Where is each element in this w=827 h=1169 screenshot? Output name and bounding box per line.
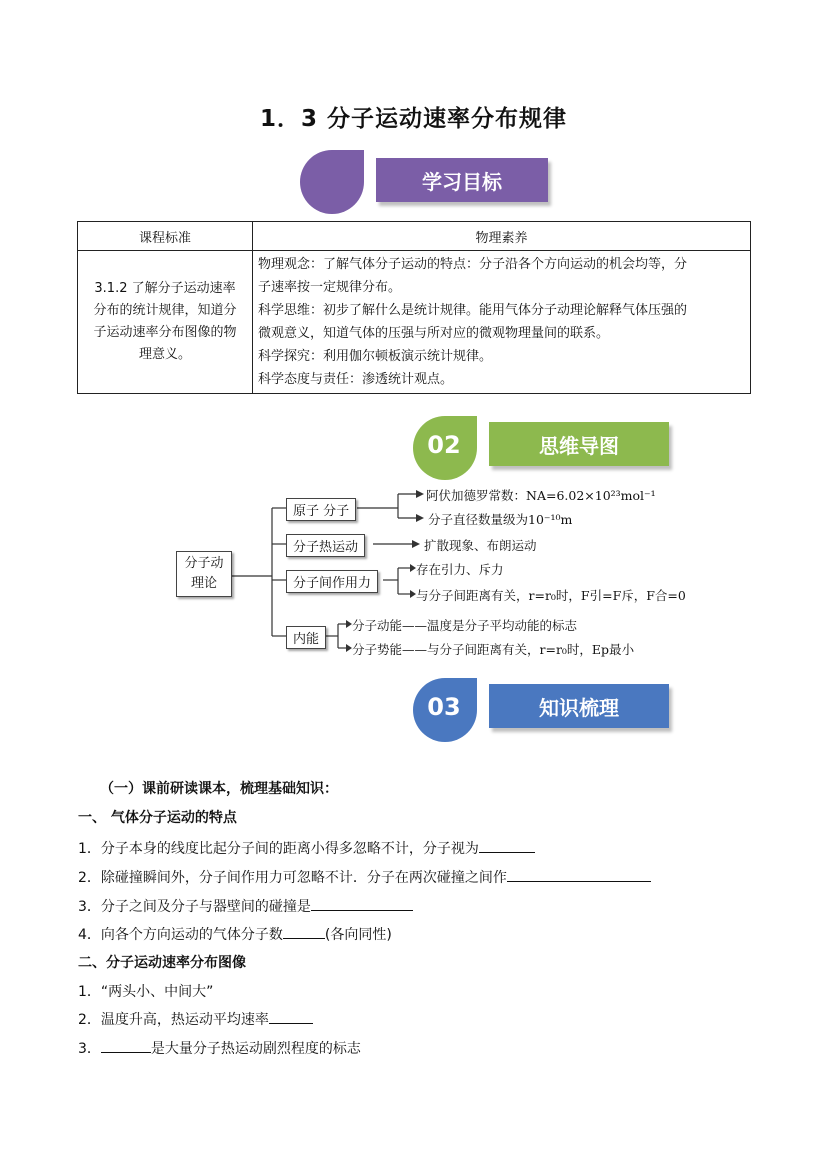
item-text: 3．分子之间及分子与器壁间的碰撞是 — [78, 899, 311, 915]
section-number: 02 — [427, 431, 461, 459]
fill-in-item — [78, 867, 651, 887]
answer-blank[interactable] — [101, 1038, 151, 1053]
literacy-line: 科学思维：初步了解什么是统计规律。能用气体分子动理论解释气体压强的 — [258, 303, 688, 318]
item-text: 4．向各个方向运动的气体分子数 — [78, 927, 283, 943]
mindmap-node-force: 分子间作用力 — [286, 570, 378, 593]
fill-in-item — [78, 1038, 361, 1058]
item-text: 2．除碰撞瞬间外，分子间作用力可忽略不计．分子在两次碰撞之间作 — [78, 870, 507, 886]
intro-heading: （一）课前研读课本，梳理基础知识： — [100, 781, 338, 797]
section-title: 知识梳理 — [489, 684, 669, 728]
answer-blank[interactable] — [269, 1009, 313, 1024]
table-header: 物理素养 — [253, 222, 751, 251]
mindmap-leaf: 扩散现象、布朗运动 — [424, 538, 537, 553]
answer-blank[interactable] — [311, 896, 413, 911]
standard-line: 理意义。 — [138, 347, 191, 362]
fill-in-item — [78, 896, 413, 916]
mindmap-leaf: 阿伏加德罗常数：NA=6.02×10²³mol⁻¹ — [426, 488, 656, 503]
item-text: 2．温度升高，热运动平均速率 — [78, 1012, 269, 1028]
literacy-line: 微观意义，知道气体的压强与所对应的微观物理量间的联系。 — [258, 326, 610, 341]
mindmap-node-internal-energy: 内能 — [286, 626, 326, 649]
mindmap-node-thermal: 分子热运动 — [286, 534, 365, 557]
page-title: 1．3 分子运动速率分布规律 — [259, 106, 567, 132]
section-heading: 一、 气体分子运动的特点 — [78, 810, 237, 826]
literacy-line: 子速率按一定规律分布。 — [258, 280, 402, 295]
item-text: (各向同性) — [324, 927, 392, 943]
section-title: 思维导图 — [489, 422, 669, 466]
fill-in-item — [78, 1009, 313, 1029]
standard-line: 3.1.2 了解分子运动速率 — [94, 281, 236, 296]
mindmap-root-line: 分子动 — [184, 556, 224, 571]
table-header: 课程标准 — [78, 222, 253, 251]
answer-blank[interactable] — [283, 924, 325, 939]
item-text: 1．分子本身的线度比起分子间的距离小得多忽略不计，分子视为 — [78, 841, 479, 857]
standard-line: 分布的统计规律，知道分 — [93, 303, 237, 318]
item-text: 是大量分子热运动剧烈程度的标志 — [150, 1041, 361, 1057]
literacy-line: 科学态度与责任：渗透统计观点。 — [258, 372, 454, 387]
item-text: 3． — [78, 1041, 101, 1057]
list-item: 1．“两头小、中间大” — [78, 984, 214, 1000]
answer-blank[interactable] — [479, 838, 535, 853]
fill-in-item — [78, 924, 392, 944]
mindmap-leaf: 与分子间距离有关，r=r₀时，F引=F斥，F合=0 — [416, 588, 686, 603]
section-heading: 二、分子运动速率分布图像 — [78, 955, 246, 971]
literacy-line: 物理观念：了解气体分子运动的特点：分子沿各个方向运动的机会均等，分 — [258, 257, 688, 272]
fill-in-item — [78, 838, 535, 858]
section-title: 学习目标 — [376, 158, 548, 202]
literacy-line: 科学探究：利用伽尔顿板演示统计规律。 — [258, 349, 493, 364]
section-number: 03 — [427, 693, 461, 721]
standard-line: 子运动速率分布图像的物 — [93, 325, 237, 340]
answer-blank[interactable] — [507, 867, 651, 882]
mindmap-leaf: 分子势能——与分子间距离有关，r=r₀时，Ep最小 — [352, 642, 635, 657]
mindmap-node-atom: 原子 分子 — [286, 498, 356, 521]
mindmap-leaf: 存在引力、斥力 — [416, 562, 504, 577]
mindmap-root-line: 理论 — [190, 576, 217, 591]
mindmap-root — [176, 551, 232, 597]
mindmap-leaf: 分子直径数量级为10⁻¹⁰m — [428, 512, 573, 527]
mindmap-leaf: 分子动能——温度是分子平均动能的标志 — [352, 618, 578, 633]
